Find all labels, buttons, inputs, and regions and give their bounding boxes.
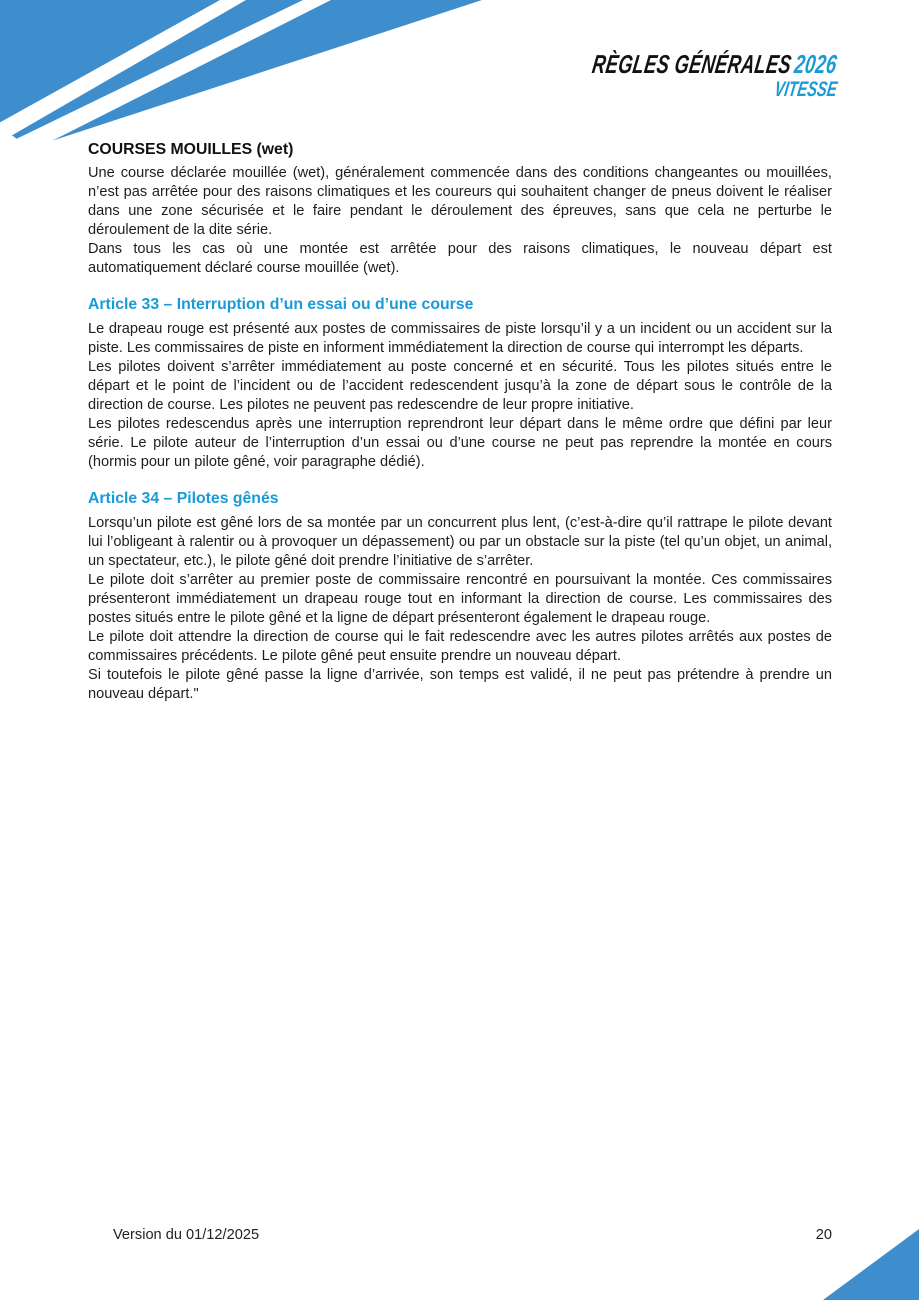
footer-page-number: 20	[815, 1227, 832, 1243]
paragraph: Les pilotes redescendus après une interruption reprendront leur départ dans le même ordre que défini par leur série. Le pilote auteur de l’interruption d’un essai ou d’une course ne peut pas reprendre la montée en cours (hormis pour un pilote gêné, voir paragraphe dédié).	[88, 416, 832, 470]
header-year: 2026	[792, 49, 840, 79]
footer-version: Version du 01/12/2025	[113, 1227, 260, 1243]
header-subtitle: VITESSE	[773, 78, 839, 101]
section-heading-courses-mouillees: COURSES MOUILLES (wet)	[88, 141, 294, 158]
document-body	[88, 140, 832, 704]
paragraph: Une course déclarée mouillée (wet), généralement commencée dans des conditions changeantes ou mouillées, n’est pas arrêtée pour des raisons climatiques et les coureurs qui souhaitent changer de pneus doivent le réaliser dans une zone sécurisée et le faire pendant le déroulement des épreuves, sans que cela ne perturbe le déroulement de la dite série.	[88, 165, 832, 238]
paragraph: Les pilotes doivent s’arrêter immédiatement au poste concerné et en sécurité. Tous les pilotes situés entre le départ et le point de l’incident ou de l’accident redescendent jusqu’à la zone de départ sous le contrôle de la direction de course. Les pilotes ne peuvent pas redescendre de leur propre initiative.	[88, 359, 832, 413]
paragraph: Dans tous les cas où une montée est arrêtée pour des raisons climatiques, le nouveau départ est automatiquement déclaré course mouillée (wet).	[88, 241, 832, 276]
paragraph: Lorsqu’un pilote est gêné lors de sa montée par un concurrent plus lent, (c’est-à-dire qu’il rattrape le pilote devant lui l’obligeant à ralentir ou à provoquer un dépassement) ou par un obstacle sur la piste (tel qu’un objet, un animal, un spectateur, etc.), le pilote gêné doit prendre l’initiative de s’arrêter.	[88, 515, 832, 569]
paragraph: Le pilote doit s’arrêter au premier poste de commissaire rencontré en poursuivant la montée. Ces commissaires présenteront immédiatement un drapeau rouge tout en informant la direction de course. Les commissaires des postes situés entre le pilote gêné et la ligne de départ présenteront également le drapeau rouge.	[88, 572, 832, 626]
header-title: RÈGLES GÉNÉRALES	[590, 49, 794, 79]
top-left-swoosh-decoration	[0, 0, 500, 160]
bottom-right-triangle-decoration	[823, 1229, 919, 1300]
page-header	[488, 49, 840, 102]
page-footer	[113, 1227, 832, 1243]
header-title-line	[591, 50, 839, 78]
paragraph: Le pilote doit attendre la direction de course qui le fait redescendre avec les autres pilotes arrêtés aux postes de commissaires précédents. Le pilote gêné peut ensuite prendre un nouveau départ.	[88, 629, 832, 664]
paragraph: Le drapeau rouge est présenté aux postes de commissaires de piste lorsqu’il y a un incident ou un accident sur la piste. Les commissaires de piste en informent immédiatement la direction de course qui interrompt les départs.	[88, 321, 832, 356]
article-33-heading: Article 33 – Interruption d’un essai ou d’une course	[88, 296, 474, 313]
article-34-heading: Article 34 – Pilotes gênés	[88, 490, 279, 507]
paragraph: Si toutefois le pilote gêné passe la ligne d’arrivée, son temps est validé, il ne peut pas prétendre à prendre un nouveau départ."	[88, 667, 832, 702]
